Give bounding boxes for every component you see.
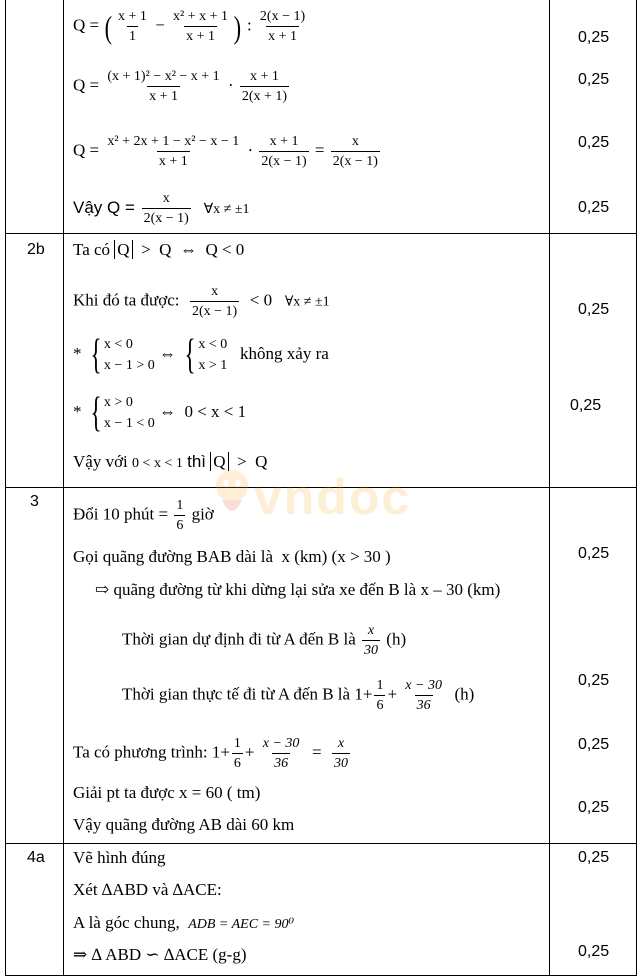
- score: 0,25: [578, 199, 610, 216]
- score: 0,25: [578, 849, 610, 866]
- formula-line: Q = ( $\frac{x + 1}{1}$ − $\frac{\text{x² + x + 1}}{x + 1}$ ) : $\frac{2(x - 1)}{x + 1}$: [73, 8, 306, 45]
- question-label: 3: [30, 493, 39, 510]
- score: 0,25: [578, 29, 610, 46]
- score: 0,25: [578, 71, 610, 88]
- score: 0,25: [578, 736, 610, 753]
- column-divider: [549, 0, 550, 976]
- table-left-border: [5, 0, 6, 976]
- formula-line: Q = $\frac{\text{(x + 1)² − x² − x + 1}}{x + 1}$ · $\frac{x + 1}{2(x + 1)}$: [73, 69, 288, 104]
- score: 0,25: [578, 301, 610, 318]
- text-line: Vẽ hình đúng: [73, 848, 166, 867]
- formula-line: Vậy Q = $\frac{x}{2(x - 1)}$ ∀x ≠ ±1: [73, 191, 250, 226]
- text-line: A là góc chung, ADB = AEC = 90⁰: [73, 913, 295, 932]
- text-line: Ta có Q > Q ⇔ Q < 0: [73, 240, 245, 259]
- text-line: Vậy quãng đường AB dài 60 km: [73, 815, 295, 834]
- score: 0,25: [578, 545, 610, 562]
- formula-line: Q = $\frac{\text{x² + 2x + 1 − x² − x − 1}}{x + 1}$ · $\frac{x + 1}{2(x - 1)}$ = $\frac{x}{2(x - 1)}$: [73, 134, 378, 169]
- text-line: Thời gian dự định đi từ A đến B là $\frac{x}{30}$ (h): [122, 623, 407, 658]
- text-line: Giải pt ta được x = 60 ( tm): [73, 783, 261, 802]
- text-line: Gọi quãng đường BAB dài là x (km) (x > 30 ): [73, 547, 391, 566]
- row-divider: [5, 843, 637, 844]
- vndoc-watermark: [210, 466, 430, 526]
- text-line: Thời gian thực tế đi từ A đến B là 1+ $\frac{1}{6}$ + $\frac{x - 30}{36}$ (h): [122, 678, 475, 713]
- text-line: Ta có phương trình: 1+ $\frac{1}{6}$ + $\frac{x - 30}{36}$ = $\frac{x}{30}$: [73, 736, 349, 771]
- question-label: 4a: [27, 849, 45, 866]
- arrow-icon: ⇨: [95, 580, 110, 599]
- score: 0,25: [578, 799, 610, 816]
- score: 0,25: [578, 672, 610, 689]
- question-label: 2b: [27, 241, 45, 258]
- score: 0,25: [578, 134, 610, 151]
- text-line: Khi đó ta được: $\frac{x}{2(x - 1)}$ < 0 ∀x ≠ ±1: [73, 284, 330, 319]
- column-divider: [63, 0, 64, 976]
- mascot-icon: [210, 466, 254, 522]
- text-line: ⇨ quãng đường từ khi dừng lại sửa xe đến B là x – 30 (km): [95, 580, 501, 599]
- text-line: Xét ∆ABD và ∆ACE:: [73, 880, 222, 899]
- system-line: * { x < 0 x − 1 > 0 ⇔ { x < 0 x > 1 không xảy ra: [73, 332, 329, 378]
- table-right-border: [636, 0, 637, 976]
- text-line: ⇒ ∆ ABD ∽ ∆ACE (g-g): [73, 945, 247, 964]
- table-bottom-border: [5, 975, 637, 976]
- text-line: Vậy với 0 < x < 1 thì Q > Q: [73, 452, 268, 471]
- score: 0,25: [570, 397, 602, 414]
- watermark-text: vndoc: [254, 469, 412, 525]
- text-line: Đổi 10 phút = $\frac{1}{6}$ giờ: [73, 498, 214, 533]
- score: 0,25: [578, 943, 610, 960]
- system-line: * { x > 0 x − 1 < 0 ⇔ 0 < x < 1: [73, 390, 247, 436]
- row-divider: [5, 233, 637, 234]
